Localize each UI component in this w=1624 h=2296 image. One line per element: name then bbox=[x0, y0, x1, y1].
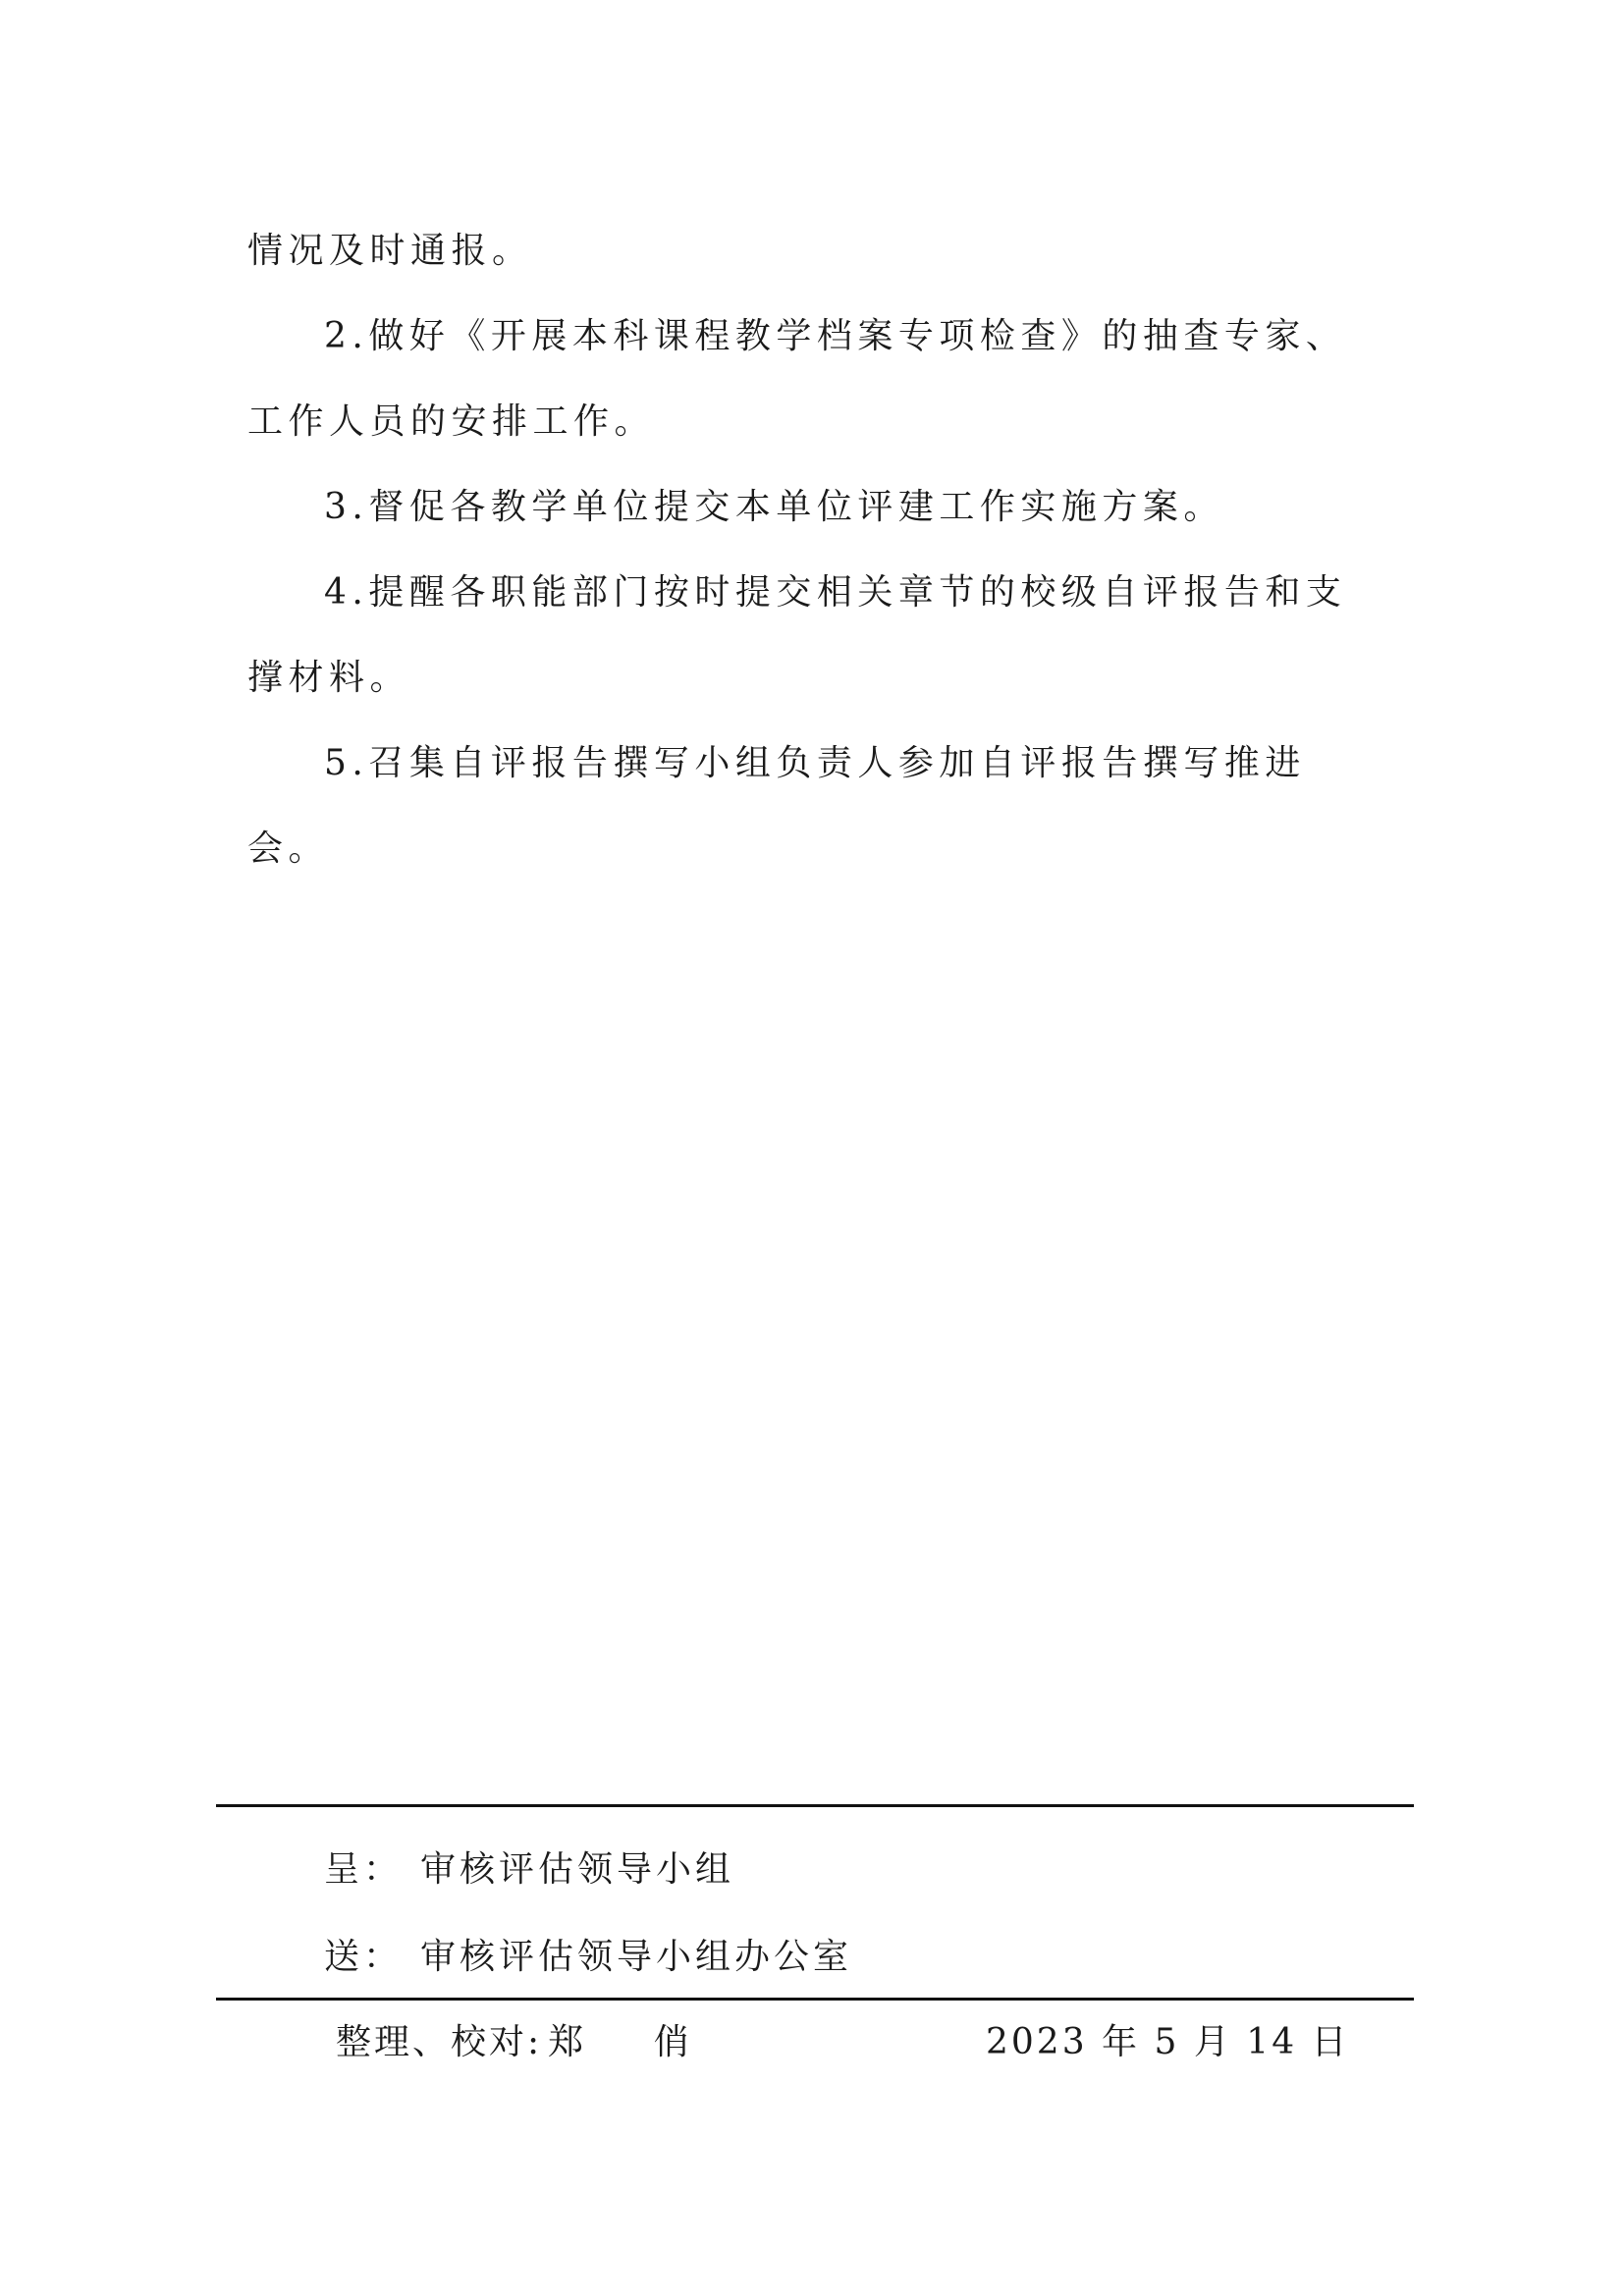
divider-bottom bbox=[216, 1998, 1414, 2001]
paragraph-item-4: 4.提醒各职能部门按时提交相关章节的校级自评报告和支撑材料。 bbox=[247, 572, 1347, 698]
copy-to-value: 审核评估领导小组办公室 bbox=[420, 1937, 853, 1977]
divider-top bbox=[216, 1804, 1414, 1807]
document-body bbox=[247, 208, 1386, 891]
compiled-by-name: 郑 俏 bbox=[548, 2022, 719, 2062]
paragraph-continuation: 情况及时通报。 bbox=[247, 231, 533, 271]
paragraph-item-5: 5.召集自评报告撰写小组负责人参加自评报告撰写推进会。 bbox=[247, 743, 1306, 869]
copy-to-line bbox=[324, 1929, 852, 1979]
paragraph-item-2: 2.做好《开展本科课程教学档案专项检查》的抽查专家、工作人员的安排工作。 bbox=[247, 316, 1347, 442]
recipient-value: 审核评估领导小组 bbox=[420, 1849, 735, 1890]
paragraph-item-3: 3.督促各教学单位提交本单位评建工作实施方案。 bbox=[324, 487, 1224, 527]
compiled-by-label: 整理、校对: bbox=[336, 2022, 543, 2062]
compiled-by bbox=[336, 2014, 719, 2064]
recipient-line bbox=[324, 1842, 734, 1892]
recipient-label: 呈： bbox=[324, 1849, 404, 1890]
copy-to-label: 送： bbox=[324, 1937, 404, 1977]
issue-date: 2023 年 5 月 14 日 bbox=[986, 2022, 1350, 2062]
